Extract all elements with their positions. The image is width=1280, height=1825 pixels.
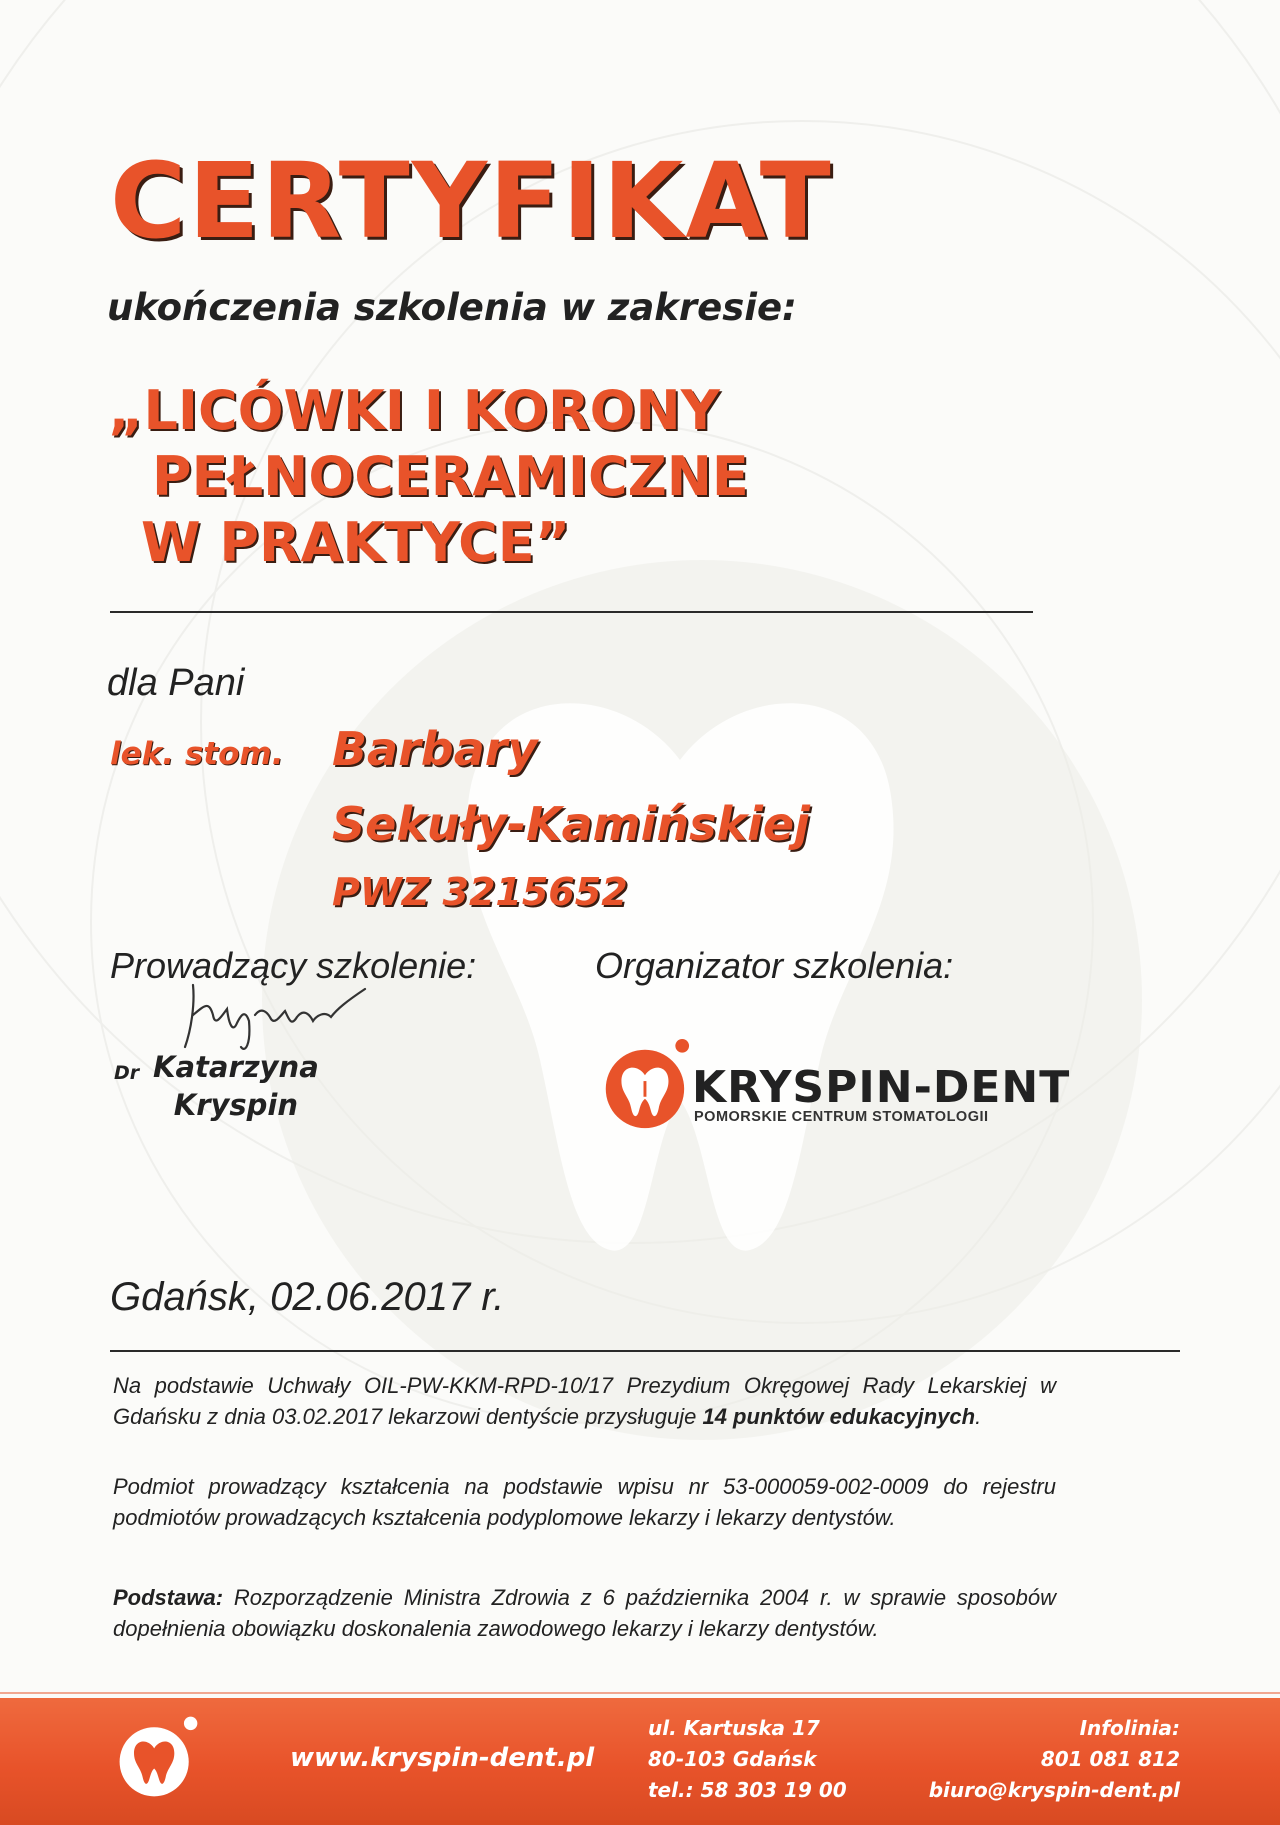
organizer-logo-name: KRYSPIN-DENT: [692, 1062, 1071, 1113]
recipient-last-name: Sekuły-Kamińskiej: [332, 797, 810, 851]
divider: [110, 1350, 1180, 1352]
legal-paragraph-basis: [113, 1582, 1056, 1644]
divider: [110, 611, 1033, 613]
legal-text-end: .: [975, 1404, 982, 1429]
recipient-title: lek. stom.: [110, 736, 284, 772]
tooth-heart-icon: [110, 1708, 206, 1804]
recipient-license-number: PWZ 3215652: [332, 870, 628, 914]
lecturer-signature: [175, 975, 375, 1055]
footer-phone: tel.: 58 303 19 00: [648, 1778, 847, 1802]
lecturer-first-name: Katarzyna: [153, 1050, 319, 1084]
tooth-heart-icon: [594, 1036, 692, 1134]
place-and-date: Gdańsk, 02.06.2017 r.: [110, 1275, 505, 1319]
footer-infoline: [929, 1713, 1180, 1806]
course-title-line: W PRAKTYCE”: [141, 511, 571, 574]
recipient-intro: dla Pani: [107, 662, 245, 704]
footer-infoline-label: Infolinia:: [1079, 1716, 1180, 1740]
education-points: 14 punktów edukacyjnych: [702, 1404, 976, 1429]
lecturer-prefix: Dr: [114, 1062, 140, 1084]
course-title-line: PEŁNOCERAMICZNE: [152, 445, 749, 508]
legal-basis-label: Podstawa:: [113, 1585, 224, 1610]
lecturer-name: [153, 1048, 319, 1124]
legal-basis-text: Rozporządzenie Ministra Zdrowia z 6 października 2004 r. w sprawie sposobów dopełnienia obowiązku doskonalenia zawodowego lekarzy i lekarzy dentystów.: [113, 1585, 1057, 1641]
organizer-label: Organizator szkolenia:: [595, 945, 954, 986]
footer-address: [648, 1713, 847, 1806]
legal-text: Na podstawie Uchwały OIL-PW-KKM-RPD-10/17 Prezydium Okręgowej Rady Lekarskiej w Gdańsku z dnia 03.02.2017 lekarzowi dentyście przysługuje: [113, 1373, 1056, 1429]
footer-website-link[interactable]: www.kryspin-dent.pl: [290, 1743, 595, 1773]
legal-paragraph-points: [113, 1370, 1056, 1432]
certificate-subtitle: ukończenia szkolenia w zakresie:: [107, 286, 797, 329]
footer-email-link[interactable]: biuro@kryspin-dent.pl: [928, 1778, 1180, 1802]
lecturer-last-name: Kryspin: [173, 1088, 299, 1122]
footer-street: ul. Kartuska 17: [648, 1716, 820, 1740]
course-title: [108, 378, 749, 576]
footer-infoline-number: 801 081 812: [1040, 1747, 1180, 1771]
course-title-line: „LICÓWKI I KORONY: [108, 379, 720, 442]
legal-paragraph-registry: Podmiot prowadzący kształcenia na podstawie wpisu nr 53-000059-002-0009 do rejestru podmiotów prowadzących kształcenia podyplomowe lekarzy i lekarzy dentystów.: [113, 1474, 1056, 1530]
footer-top-line: [0, 1692, 1280, 1694]
lecturer-label: Prowadzący szkolenie:: [110, 945, 477, 986]
recipient-first-name: Barbary: [332, 722, 538, 776]
certificate-title: CERTYFIKAT: [110, 140, 833, 262]
footer-city: 80-103 Gdańsk: [648, 1747, 817, 1771]
organizer-logo-tagline: POMORSKIE CENTRUM STOMATOLOGII: [694, 1109, 989, 1125]
